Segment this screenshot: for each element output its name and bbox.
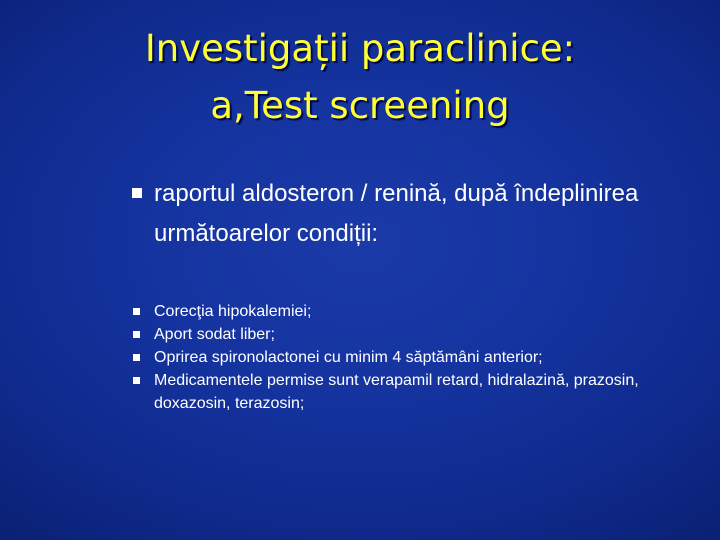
sub-bullet-item xyxy=(132,346,692,369)
square-bullet-icon xyxy=(133,377,140,384)
square-bullet-icon xyxy=(133,308,140,315)
slide-title xyxy=(60,20,660,134)
sub-bullet-list xyxy=(132,300,692,415)
sub-bullet-item xyxy=(132,369,692,415)
title-line-1: Investigații paraclinice: xyxy=(144,27,576,70)
title-line-2: a,Test screening xyxy=(210,84,510,127)
sub-bullet-item xyxy=(132,300,692,323)
square-bullet-icon xyxy=(133,354,140,361)
sub-bullet-text: Medicamentele permise sunt verapamil retard, hidralazină, prazosin, doxazosin, terazosin; xyxy=(154,372,639,412)
main-bullet-text: raportul aldosteron / renină, după îndeplinirea următoarelor condiții: xyxy=(154,180,639,247)
sub-bullet-text: Corecţia hipokalemiei; xyxy=(154,303,312,320)
sub-bullet-text: Aport sodat liber; xyxy=(154,326,275,343)
sub-bullet-item xyxy=(132,323,692,346)
square-bullet-icon xyxy=(132,188,142,198)
sub-bullet-text: Oprirea spironolactonei cu minim 4 săptămâni anterior; xyxy=(154,349,543,366)
square-bullet-icon xyxy=(133,331,140,338)
